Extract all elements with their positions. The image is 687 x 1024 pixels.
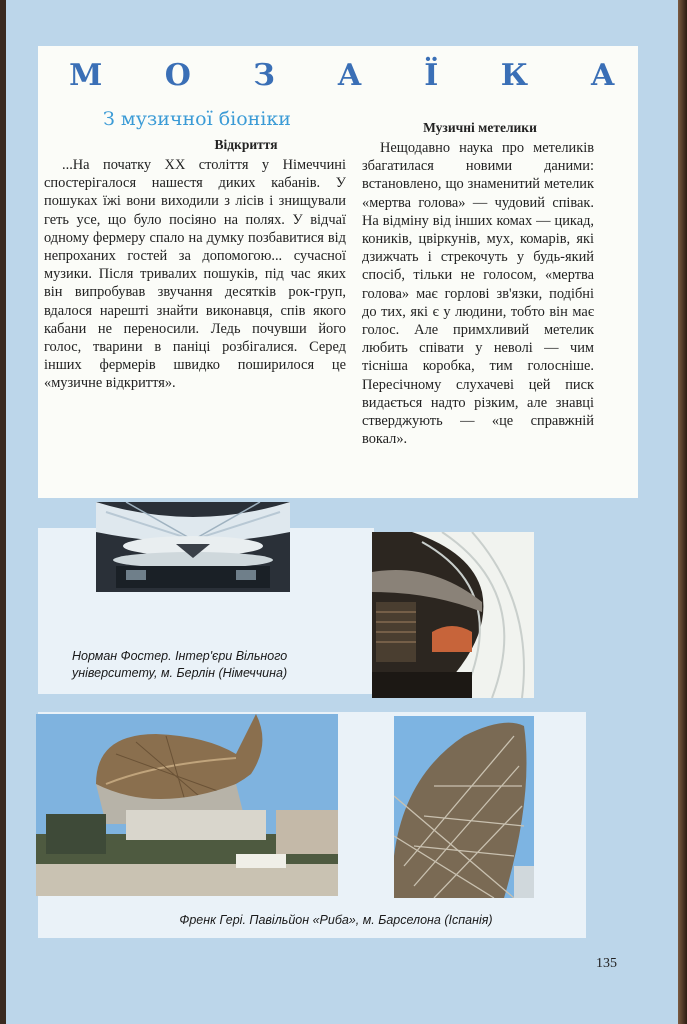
right-column-paragraph: Нещодавно наука про метеликів збагатилася новими даними: встановлено, що знаменитий метелик «мертва голова» — чудовий співак. На відміну від інших комах — цикад, коників, цвіркунів, мух, комарів, які дзижчать і стрекочуть у будь-який спосіб, тільки не голосом, «мертва голова» має горлові зв'язки, подібні до тих, які є у людини, тобто він має голос. Але примхливий метелик любить співати у неволі — чим тісніша коробка, тим голосніше. Пересічному слухачеві цей писк видається надто різким, але знавці стверджують — «це справжній вокал». xyxy=(362,140,594,448)
book-page xyxy=(6,0,678,1024)
gehry-fish-pavilion-photo-2 xyxy=(394,716,534,898)
gehry-fish-pavilion-photo-1 xyxy=(36,714,338,896)
left-column-paragraph: ...На початку XX століття у Німеччині спостерігалося нашестя диких кабанів. У пошуках їжі вони виходили з лісів і знищували геть усе, що було посіяно на полях. У відчаї одному фермеру спало на думку позбавитися від непроханих гостей за допомогою... сучасної музики. Після тривалих пошуків, під час яких він випробував звучання десятків рок-груп, вдалося нарешті знайти виконавця, спів якого кабани не переносили. Ледь почувши його голос, тварини в паніці розбігалися. Серед інших фермерів швидко поширилося це «музичне відкриття». xyxy=(44,157,346,392)
page-number: 135 xyxy=(596,956,617,971)
foster-caption xyxy=(72,648,332,682)
foster-interior-photo-2 xyxy=(372,532,534,698)
right-column-title: Музичні метелики xyxy=(423,120,537,135)
foster-caption-line-2: університету, м. Берлін (Німеччина) xyxy=(72,666,288,680)
right-column-text xyxy=(362,139,594,448)
left-column-text xyxy=(44,156,346,393)
foster-caption-line-1: Норман Фостер. Інтер'єри Вільного xyxy=(72,649,288,663)
section-subtitle: З музичної біоніки xyxy=(103,108,291,130)
page-heading: М О З А Ї К А xyxy=(69,58,641,93)
book-binding xyxy=(678,0,687,1024)
foster-interior-photo-1 xyxy=(96,502,290,592)
gehry-caption: Френк Гері. Павільйон «Риба», м. Барселона (Іспанія) xyxy=(179,913,493,927)
left-column-title: Відкриття xyxy=(214,137,278,152)
